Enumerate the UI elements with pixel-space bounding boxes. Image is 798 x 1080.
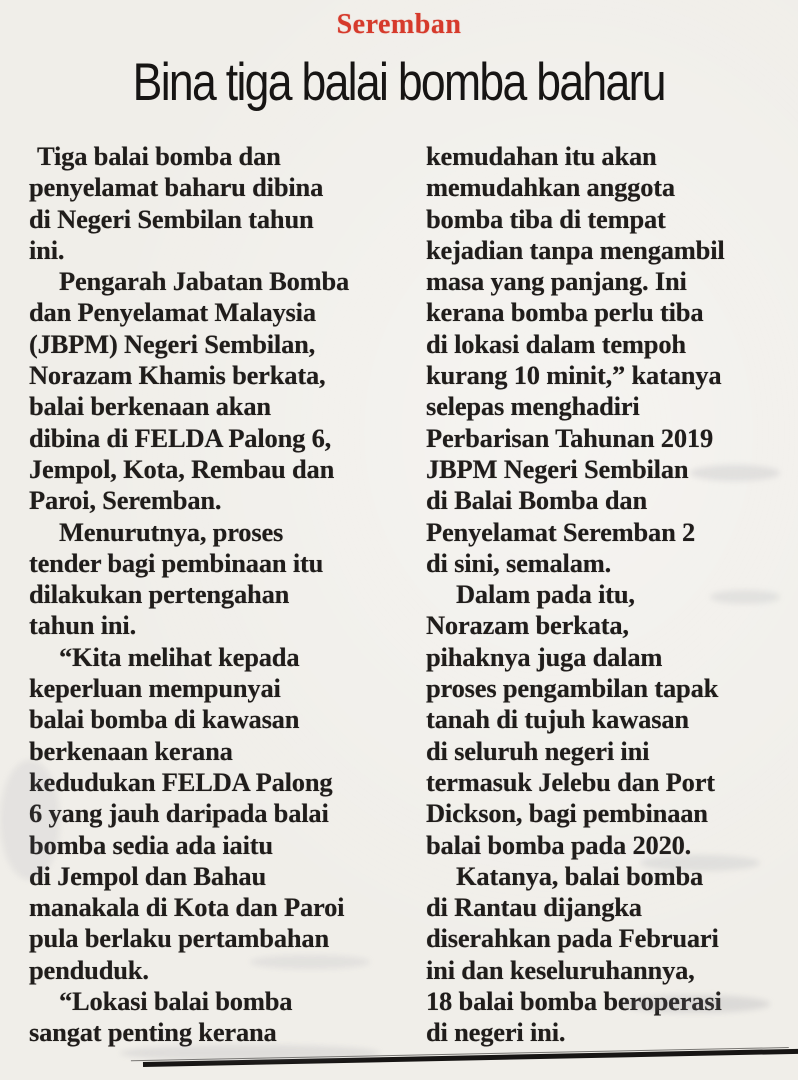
text-line: bomba sedia ada iaitu: [29, 829, 273, 860]
text-line: di lokasi dalam tempoh: [426, 328, 686, 359]
text-line: keperluan mempunyai: [29, 673, 281, 704]
text-line: Pengarah Jabatan Bomba: [59, 266, 350, 297]
text-line: “Kita melihat kepada: [59, 641, 300, 672]
text-line: Menurutnya, proses: [59, 516, 284, 547]
text-line: termasuk Jelebu dan Port: [426, 766, 715, 797]
text-line: Perbarisan Tahunan 2019: [426, 422, 713, 453]
text-line: masa yang panjang. Ini: [426, 266, 687, 297]
text-line: selepas menghadiri: [426, 391, 640, 422]
text-line: Dickson, bagi pembinaan: [426, 798, 708, 829]
text-line: Tiga balai bomba dan: [37, 141, 281, 171]
text-line: balai bomba di kawasan: [29, 704, 300, 735]
text-line: penyelamat baharu dibina: [29, 172, 324, 203]
text-line: di negeri ini.: [426, 1017, 566, 1048]
text-line: dilakukan pertengahan: [29, 579, 290, 610]
text-line: di Balai Bomba dan: [426, 485, 647, 516]
text-line: diserahkan pada Februari: [426, 923, 719, 954]
text-line: memudahkan anggota: [426, 172, 675, 203]
text-line: tahun ini.: [29, 610, 137, 641]
text-line: di Rantau dijangka: [426, 892, 642, 923]
text-line: sangat penting kerana: [29, 1017, 277, 1048]
text-line: Norazam Khamis berkata,: [29, 360, 326, 391]
headline: [0, 50, 798, 116]
text-line: (JBPM) Negeri Sembilan,: [29, 328, 316, 359]
text-line: manakala di Kota dan Paroi: [29, 892, 345, 923]
article-column-left: [29, 141, 397, 1049]
text-line: 6 yang jauh daripada balai: [29, 798, 329, 829]
text-line: berkenaan kerana: [29, 735, 233, 766]
text-line: pihaknya juga dalam: [426, 641, 663, 672]
text-line: Katanya, balai bomba: [456, 860, 704, 891]
text-line: di sini, semalam.: [426, 547, 612, 578]
text-line: bomba tiba di tempat: [426, 203, 666, 234]
text-line: balai bomba pada 2020.: [426, 829, 692, 860]
text-line: di Negeri Sembilan tahun: [29, 203, 314, 234]
article-column-right: [426, 141, 794, 1049]
bottom-rule: [143, 1049, 798, 1067]
text-line: tanah di tujuh kawasan: [426, 704, 689, 735]
text-line: Norazam berkata,: [426, 610, 629, 641]
text-line: di Jempol dan Bahau: [29, 860, 266, 891]
text-line: penduduk.: [29, 954, 149, 985]
text-line: kedudukan FELDA Palong: [29, 766, 333, 797]
text-line: kemudahan itu akan: [426, 141, 657, 171]
section-kicker: Seremban: [336, 9, 462, 40]
text-line: balai berkenaan akan: [29, 391, 271, 422]
text-line: dibina di FELDA Palong 6,: [29, 422, 332, 453]
text-line: kurang 10 minit,” katanya: [426, 360, 722, 391]
text-line: ini dan keseluruhannya,: [426, 954, 695, 985]
headline-text: Bina tiga balai bomba baharu: [132, 53, 666, 112]
text-line: 18 balai bomba beroperasi: [426, 986, 722, 1017]
text-line: ini.: [29, 234, 65, 265]
text-line: di seluruh negeri ini: [426, 735, 650, 766]
text-line: tender bagi pembinaan itu: [29, 547, 324, 578]
text-line: Jempol, Kota, Rembau dan: [29, 453, 335, 484]
text-line: pula berlaku pertambahan: [29, 923, 330, 954]
text-line: JBPM Negeri Sembilan: [426, 453, 689, 484]
text-line: dan Penyelamat Malaysia: [29, 297, 316, 328]
text-line: Dalam pada itu,: [456, 579, 635, 610]
text-line: Penyelamat Seremban 2: [426, 516, 696, 547]
text-line: kerana bomba perlu tiba: [426, 297, 704, 328]
text-line: kejadian tanpa mengambil: [426, 234, 725, 265]
text-line: Paroi, Seremban.: [29, 485, 222, 516]
text-line: “Lokasi balai bomba: [59, 986, 293, 1017]
text-line: proses pengambilan tapak: [426, 673, 719, 704]
